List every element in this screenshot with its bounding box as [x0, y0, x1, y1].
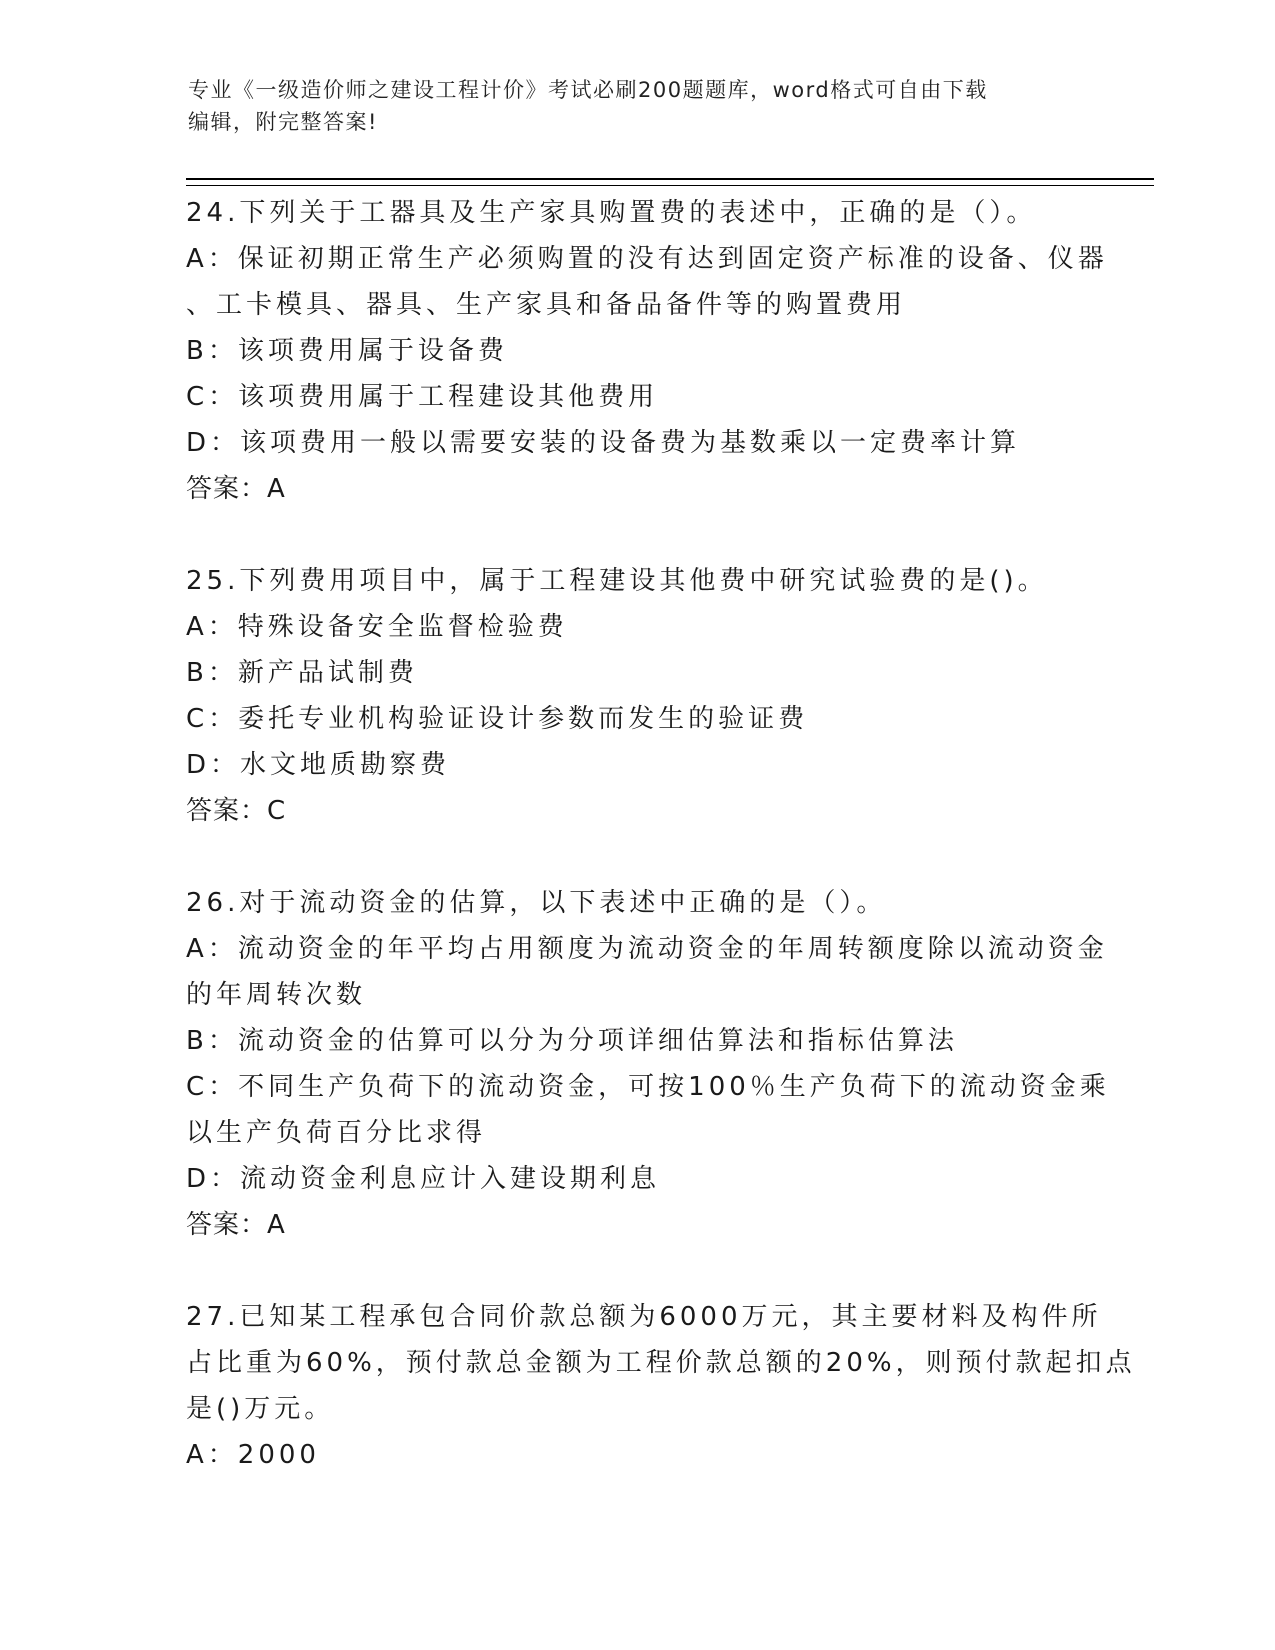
- option-a: A：特殊设备安全监督检验费: [186, 612, 568, 642]
- option-b: B：该项费用属于设备费: [186, 336, 508, 366]
- question-27: [186, 1294, 1136, 1478]
- question-stem-continued: 占比重为60%，预付款总金额为工程价款总额的20%，则预付款起扣点: [186, 1348, 1136, 1378]
- option-b: B：新产品试制费: [186, 658, 418, 688]
- option-c: C：委托专业机构验证设计参数而发生的验证费: [186, 704, 809, 734]
- question-stem: 25.下列费用项目中，属于工程建设其他费中研究试验费的是()。: [186, 566, 1048, 596]
- option-a-continued: 的年周转次数: [186, 980, 367, 1010]
- header-line-2: 编辑，附完整答案!: [188, 110, 378, 134]
- answer-line: 答案：C: [186, 796, 287, 826]
- option-d: D：流动资金利息应计入建设期利息: [186, 1164, 661, 1194]
- question-stem: 24.下列关于工器具及生产家具购置费的表述中，正确的是（）。: [186, 198, 1037, 228]
- question-stem: 27.已知某工程承包合同价款总额为6000万元，其主要材料及构件所: [186, 1302, 1102, 1332]
- option-c: C：该项费用属于工程建设其他费用: [186, 382, 659, 412]
- option-a: A：流动资金的年平均占用额度为流动资金的年周转额度除以流动资金: [186, 934, 1108, 964]
- answer-line: 答案：A: [186, 474, 286, 504]
- header-rule-thin: [186, 185, 1154, 186]
- question-26: [186, 880, 1110, 1248]
- option-b: B：流动资金的估算可以分为分项详细估算法和指标估算法: [186, 1026, 958, 1056]
- option-c-continued: 以生产负荷百分比求得: [186, 1118, 487, 1148]
- option-d: D：水文地质勘察费: [186, 750, 451, 780]
- question-stem-continued: 是()万元。: [186, 1394, 335, 1424]
- question-list: [186, 190, 1136, 1478]
- document-header: [188, 74, 1088, 138]
- question-25: [186, 558, 1086, 834]
- question-24: [186, 190, 1108, 512]
- option-d: D：该项费用一般以需要安装的设备费为基数乘以一定费率计算: [186, 428, 1021, 458]
- option-a: A：2000: [186, 1440, 320, 1470]
- answer-line: 答案：A: [186, 1210, 286, 1240]
- option-a: A：保证初期正常生产必须购置的没有达到固定资产标准的设备、仪器: [186, 244, 1108, 274]
- option-c: C：不同生产负荷下的流动资金，可按100％生产负荷下的流动资金乘: [186, 1072, 1110, 1102]
- header-rule-thick: [186, 178, 1154, 180]
- option-a-continued: 、工卡模具、器具、生产家具和备品备件等的购置费用: [186, 290, 907, 320]
- question-stem: 26.对于流动资金的估算，以下表述中正确的是（）。: [186, 888, 887, 918]
- header-line-1: 专业《一级造价师之建设工程计价》考试必刷200题题库，word格式可自由下载: [188, 78, 988, 102]
